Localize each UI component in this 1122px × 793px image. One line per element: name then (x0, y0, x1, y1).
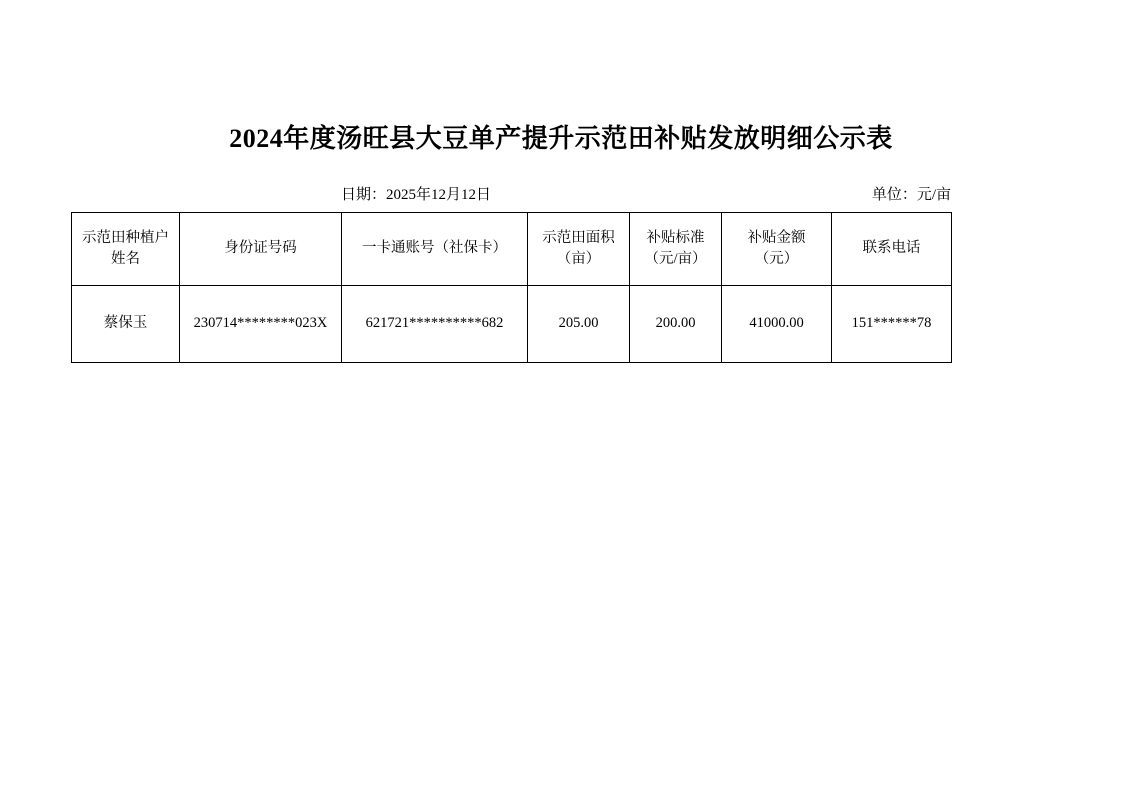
cell-id-number: 230714********023X (180, 286, 342, 363)
column-header-id-number-line1: 身份证号码 (224, 240, 297, 257)
document-date: 日期：2025年12月12日 (341, 187, 492, 203)
column-header-card-number (342, 213, 528, 286)
subsidy-table (71, 212, 952, 363)
column-header-phone (832, 213, 952, 286)
meta-row (71, 183, 951, 205)
column-header-name-line2: 姓名 (111, 251, 140, 267)
column-header-area-line2: （亩） (556, 251, 601, 267)
column-header-name-line1: 示范田种植户 (82, 229, 169, 246)
column-header-amount-line2: （元） (754, 251, 799, 267)
column-header-phone-line1: 联系电话 (862, 240, 921, 257)
column-header-amount (722, 213, 832, 286)
cell-amount: 41000.00 (722, 286, 832, 363)
column-header-standard (630, 213, 722, 286)
table-row (72, 286, 952, 363)
column-header-name (72, 213, 180, 286)
cell-phone: 151******78 (832, 286, 952, 363)
cell-card-number: 621721**********682 (342, 286, 528, 363)
column-header-area-line1: 示范田面积 (542, 229, 615, 246)
table-header (72, 213, 952, 286)
column-header-card-number-line1: 一卡通账号（社保卡） (362, 240, 507, 257)
page-title: 2024年度汤旺县大豆单产提升示范田补贴发放明细公示表 (229, 124, 893, 153)
table-header-row (72, 213, 952, 286)
cell-name: 蔡保玉 (72, 286, 180, 363)
table-body (72, 286, 952, 363)
cell-area: 205.00 (528, 286, 630, 363)
column-header-id-number (180, 213, 342, 286)
column-header-standard-line2: （元/亩） (644, 251, 707, 267)
document-unit: 单位：元/亩 (871, 187, 951, 203)
cell-standard: 200.00 (630, 286, 722, 363)
column-header-amount-line1: 补贴金额 (747, 229, 806, 246)
column-header-standard-line1: 补贴标准 (646, 229, 705, 246)
column-header-area (528, 213, 630, 286)
